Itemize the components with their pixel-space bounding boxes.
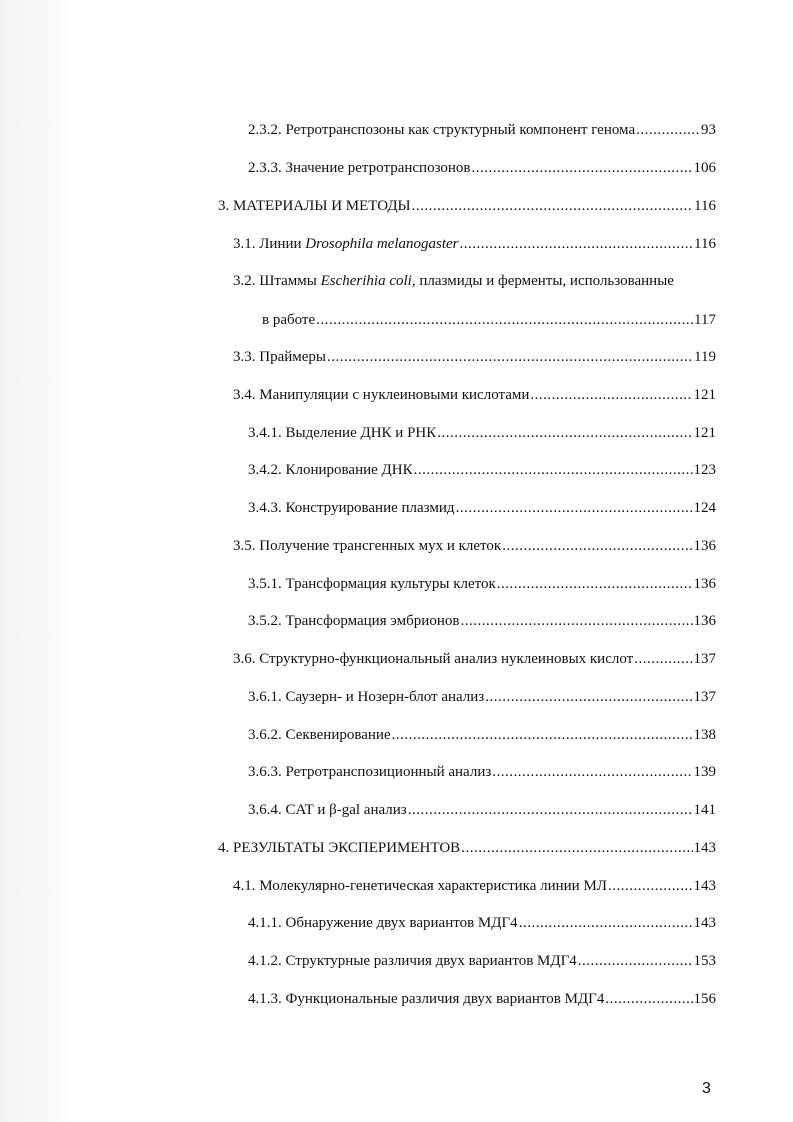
toc-entry-wrapped-line: 3.2. Штаммы Escherihia coli, плазмиды и ферменты, использованные: [233, 273, 674, 289]
toc-page-number: 116: [694, 198, 716, 214]
dot-leader: [327, 348, 693, 366]
dot-leader: [578, 952, 693, 970]
dot-leader: [608, 877, 693, 895]
toc-page-number: 119: [694, 349, 716, 365]
dot-leader: [460, 235, 694, 253]
toc-page-number: 106: [693, 160, 716, 176]
toc-page-number: 136: [693, 576, 716, 592]
toc-entry: 3.6.4. CAT и β-gal анализ ..... 141: [248, 801, 716, 819]
dot-leader: [519, 914, 693, 932]
toc-entry: 3.5.2. Трансформация эмбрионов ..... 136: [248, 612, 716, 630]
toc-entry: 3.4.1. Выделение ДНК и РНК ..... 121: [248, 424, 716, 442]
toc-page-number: 124: [693, 500, 716, 516]
dot-leader: [485, 688, 692, 706]
toc-page-number: 116: [694, 236, 716, 252]
dot-leader: [634, 650, 692, 668]
dot-leader: [408, 801, 693, 819]
toc-page-number: 143: [693, 915, 716, 931]
toc-entry: 3.4. Манипуляции с нуклеиновыми кислотами ..... 121: [233, 386, 716, 404]
toc-page-number: 156: [693, 991, 716, 1007]
toc-entry-continuation: в работе ..... 117: [262, 311, 716, 329]
dot-leader: [414, 461, 693, 479]
toc-page-number: 136: [693, 538, 716, 554]
toc-entry: 4.1. Молекулярно-генетическая характеристика линии МЛ ..... 143: [233, 877, 716, 895]
toc-entry: 3.1. Линии Drosophila melanogaster ..... 116: [233, 235, 716, 253]
dot-leader: [497, 575, 693, 593]
dot-leader: [530, 386, 692, 404]
dot-leader: [437, 424, 692, 442]
page-number: 3: [702, 1080, 711, 1097]
toc-page-number: 138: [693, 727, 716, 743]
dot-leader: [605, 990, 692, 1008]
toc-entry: 3.6.2. Секвенирование ..... 138: [248, 726, 716, 744]
toc-page-number: 139: [693, 764, 716, 780]
toc-page-number: 93: [701, 122, 716, 138]
dot-leader: [472, 159, 693, 177]
toc-entry: 4.1.3. Функциональные различия двух вариантов МДГ4 ..... 156: [248, 990, 716, 1008]
toc-entry: 3.4.3. Конструирование плазмид ..... 124: [248, 499, 716, 517]
dot-leader: [461, 839, 692, 857]
toc-entry: 3.3. Праймеры ..... 119: [233, 348, 716, 366]
dot-leader: [636, 121, 700, 139]
toc-page-number: 123: [693, 462, 716, 478]
dot-leader: [456, 499, 693, 517]
toc-page-number: 121: [693, 425, 716, 441]
dot-leader: [392, 726, 693, 744]
dot-leader: [316, 311, 693, 329]
toc-entry: 4. РЕЗУЛЬТАТЫ ЭКСПЕРИМЕНТОВ ..... 143: [218, 839, 716, 857]
toc-page-number: 153: [693, 953, 716, 969]
toc-entry: 2.3.3. Значение ретротранспозонов ..... 106: [248, 159, 716, 177]
toc-entry: 4.1.2. Структурные различия двух вариантов МДГ4 ..... 153: [248, 952, 716, 970]
dot-leader: [460, 612, 692, 630]
toc-entry: 3.6.3. Ретротранспозиционный анализ ..... 139: [248, 763, 716, 781]
dot-leader: [492, 763, 692, 781]
toc-page-number: 117: [694, 312, 716, 328]
toc-entry: 3. МАТЕРИАЛЫ И МЕТОДЫ ..... 116: [218, 197, 716, 215]
toc-page-number: 137: [693, 689, 716, 705]
toc-page-number: 121: [693, 387, 716, 403]
toc-entry: 3.6.1. Саузерн- и Нозерн-блот анализ ..... 137: [248, 688, 716, 706]
toc-page-number: 137: [693, 651, 716, 667]
toc-entry: 4.1.1. Обнаружение двух вариантов МДГ4 ..... 143: [248, 914, 716, 932]
toc-page-number: 143: [693, 878, 716, 894]
toc-entry: 3.4.2. Клонирование ДНК ..... 123: [248, 461, 716, 479]
toc-entry: 3.6. Структурно-функциональный анализ нуклеиновых кислот ..... 137: [233, 650, 716, 668]
toc-page-number: 143: [693, 840, 716, 856]
toc-page-number: 136: [693, 613, 716, 629]
toc-page-number: 141: [693, 802, 716, 818]
toc-entry: 3.5. Получение трансгенных мух и клеток ..... 136: [233, 537, 716, 555]
dot-leader: [502, 537, 692, 555]
toc-entry: 3.5.1. Трансформация культуры клеток ..... 136: [248, 575, 716, 593]
toc-entry: 2.3.2. Ретротранспозоны как структурный компонент генома ..... 93: [248, 121, 716, 139]
dot-leader: [412, 197, 693, 215]
